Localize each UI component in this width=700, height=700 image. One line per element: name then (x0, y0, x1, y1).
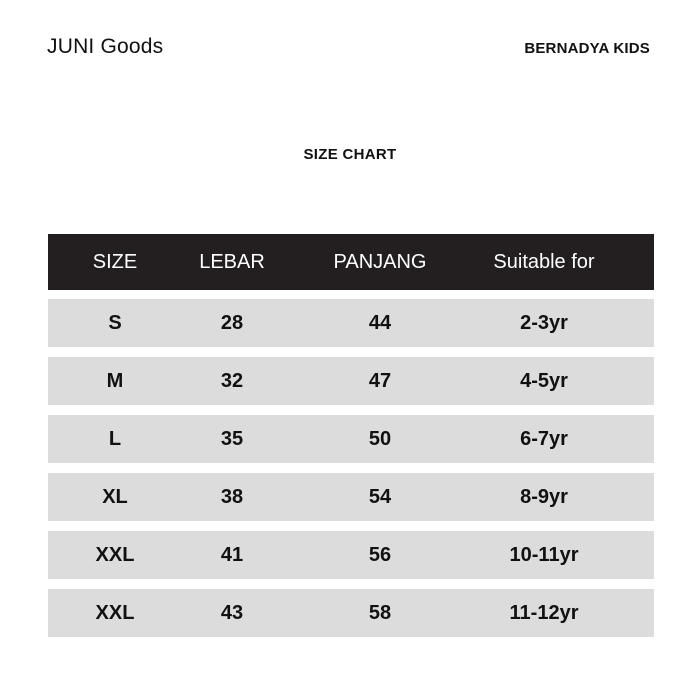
collection-name: BERNADYA KIDS (524, 40, 650, 57)
lebar-cell: 28 (220, 311, 244, 334)
column-header-lebar: LEBAR (199, 250, 265, 273)
suitable-for-cell: 11-12yr (509, 601, 579, 624)
panjang-cell: 47 (368, 369, 392, 392)
table-row (48, 531, 654, 579)
size-cell: XXL (95, 543, 135, 566)
size-cell: L (108, 427, 122, 450)
size-cell: S (108, 311, 122, 334)
size-cell: XXL (95, 601, 135, 624)
size-cell: XL (102, 485, 128, 508)
page-title: SIZE CHART (303, 146, 397, 163)
brand-name: JUNI Goods (47, 35, 164, 58)
suitable-for-cell: 10-11yr (509, 543, 579, 566)
column-header-suitable-for: Suitable for (493, 250, 595, 273)
column-header-size: SIZE (92, 250, 138, 273)
table-row (48, 589, 654, 637)
panjang-cell: 56 (368, 543, 392, 566)
table-header-row (48, 234, 654, 290)
suitable-for-cell: 6-7yr (520, 427, 568, 450)
table-row (48, 415, 654, 463)
panjang-cell: 50 (368, 427, 392, 450)
lebar-cell: 41 (220, 543, 244, 566)
column-header-panjang: PANJANG (333, 250, 427, 273)
table-row (48, 357, 654, 405)
suitable-for-cell: 8-9yr (520, 485, 568, 508)
suitable-for-cell: 2-3yr (520, 311, 568, 334)
panjang-cell: 54 (368, 485, 392, 508)
table-row (48, 299, 654, 347)
lebar-cell: 38 (220, 485, 244, 508)
lebar-cell: 35 (220, 427, 244, 450)
panjang-cell: 44 (368, 311, 392, 334)
panjang-cell: 58 (368, 601, 392, 624)
table-row (48, 473, 654, 521)
suitable-for-cell: 4-5yr (520, 369, 568, 392)
size-table (48, 234, 654, 647)
lebar-cell: 32 (220, 369, 244, 392)
lebar-cell: 43 (220, 601, 244, 624)
size-cell: M (106, 369, 124, 392)
